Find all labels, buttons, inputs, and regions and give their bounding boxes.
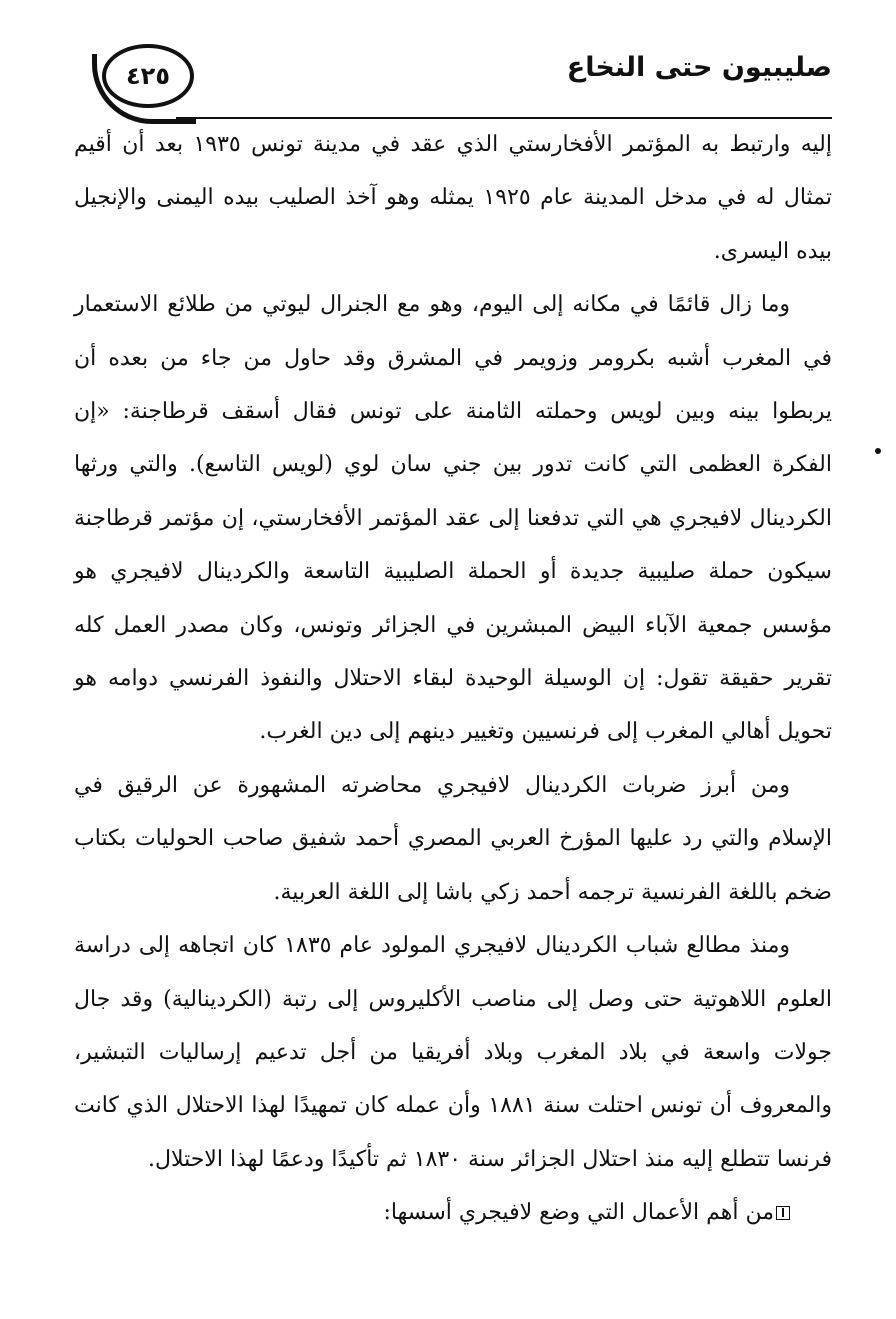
running-title: صليبيون حتى النخاع xyxy=(566,52,832,83)
page-header xyxy=(92,44,832,124)
paragraph-3: ومن أبرز ضربات الكردينال لافيجري محاضرته المشهورة عن الرقيق في الإسلام والتي رد عليها المؤرخ العربي المصري أحمد شفيق صاحب الحوليات بكتاب ضخم باللغة الفرنسية ترجمه أحمد زكي باشا إلى اللغة العربية. xyxy=(74,772,832,905)
body-text xyxy=(74,118,832,1240)
page-number: ٤٢٥ xyxy=(102,44,194,108)
paragraph-4: ومنذ مطالع شباب الكردينال لافيجري المولود عام ١٨٣٥ كان اتجاهه إلى دراسة العلوم اللاهوتية حتى وصل إلى مناصب الأكليروس إلى رتبة (الكردينالية) وقد جال جولات واسعة في بلاد المغرب وبلاد أفريقيا من أجل تدعيم إرساليات التبشير، والمعروف أن تونس احتلت سنة ١٨٨١ وأن عمله كان تمهيدًا لهذا الاحتلال الذي كانت فرنسا تتطلع إليه منذ احتلال الجزائر سنة ١٨٣٠ ثم تأكيدًا ودعمًا لهذا الاحتلال. xyxy=(74,933,832,1172)
list-intro xyxy=(74,1186,832,1239)
list-intro-text: من أهم الأعمال التي وضع لافيجري أسسها: xyxy=(383,1200,774,1226)
paragraph-1: إليه وارتبط به المؤتمر الأفخارستي الذي عقد في مدينة تونس ١٩٣٥ بعد أن أقيم تمثال له في مدخل المدينة عام ١٩٢٥ يمثله وهو آخذ الصليب بيده اليمنى والإنجيل بيده اليسرى. xyxy=(74,132,832,264)
paragraph-2: وما زال قائمًا في مكانه إلى اليوم، وهو مع الجنرال ليوتي من طلائع الاستعمار في المغرب أشبه بكرومر وزويمر في المشرق وقد حاول من جاء من بعده أن يربطوا بينه وبين لويس وحملته الثامنة على تونس فقال أسقف قرطاجنة: «إن الفكرة العظمى التي كانت تدور بين جني سان لوي (لويس التاسع). والتي ورثها الكردينال لافيجري هي التي تدفعنا إلى عقد المؤتمر الأفخارستي، إن مؤتمر قرطاجنة سيكون حملة صليبية جديدة أو الحملة الصليبية التاسعة والكردينال لافيجري هو مؤسس جمعية الآباء البيض المبشرين في الجزائر وتونس، وكان مصدر العمل كله تقرير حقيقة تقول: إن الوسيلة الوحيدة لبقاء الاحتلال والنفوذ الفرنسي دوامه هو تحويل أهالي المغرب إلى فرنسيين وتغيير دينهم إلى دين الغرب. xyxy=(74,292,832,745)
margin-mark xyxy=(875,448,881,454)
book-icon xyxy=(776,1206,790,1220)
